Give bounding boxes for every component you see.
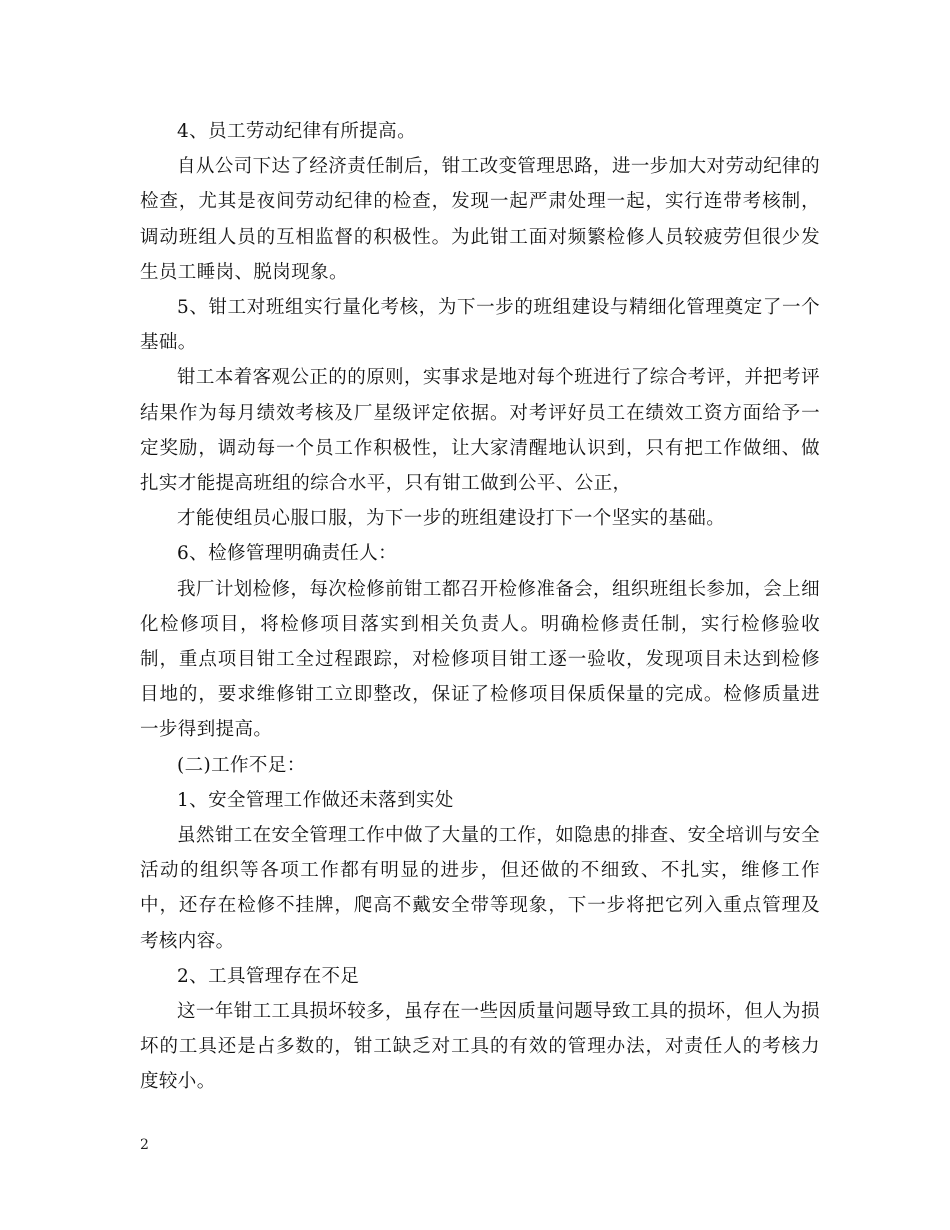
paragraph-1: 4、员工劳动纪律有所提高。: [177, 121, 416, 142]
paragraph-11: 2、工具管理存在不足: [177, 965, 360, 987]
paragraph-3: 5、钳工对班组实行量化考核，为下一步的班组建设与精细化管理奠定了一个基础。: [140, 297, 820, 354]
paragraph-12: 这一年钳工工具损坏较多，虽存在一些因质量问题导致工具的损坏，但人为损坏的工具还是占多数的，钳工缺乏对工具的有效的管理办法，对责任人的考核力度较小。: [140, 1001, 820, 1093]
paragraph-6: 6、检修管理明确责任人：: [177, 543, 398, 565]
page-number: 2: [140, 1137, 149, 1153]
paragraph-9: 1、安全管理工作做还未落到实处: [177, 789, 454, 811]
paragraph-10: 虽然钳工在安全管理工作中做了大量的工作，如隐患的排查、安全培训与安全活动的组织等各项工作都有明显的进步，但还做的不细致、不扎实，维修工作中，还存在检修不挂牌，爬高不戴安全带等现象，下一步将把它列入重点管理及考核内容。: [140, 825, 820, 952]
paragraph-2: 自从公司下达了经济责任制后，钳工改变管理思路，进一步加大对劳动纪律的检查，尤其是夜间劳动纪律的检查，发现一起严肃处理一起，实行连带考核制，调动班组人员的互相监督的积极性。为此钳工面对频繁检修人员较疲劳但很少发生员工睡岗、脱岗现象。: [140, 156, 820, 283]
paragraph-4: 钳工本着客观公正的的原则，实事求是地对每个班进行了综合考评，并把考评结果作为每月绩效考核及厂星级评定依据。对考评好员工在绩效工资方面给予一定奖励，调动每一个员工作积极性，让大家清醒地认识到，只有把工作做细、做扎实才能提高班组的综合水平，只有钳工做到公平、公正，: [140, 367, 820, 495]
paragraph-7: 我厂计划检修，每次检修前钳工都召开检修准备会，组织班组长参加，会上细化检修项目，将检修项目落实到相关负责人。明确检修责任制，实行检修验收制，重点项目钳工全过程跟踪，对检修项目钳工逐一验收，发现项目未达到检修目地的，要求维修钳工立即整改，保证了检修项目保质保量的完成。检修质量进一步得到提高。: [140, 578, 820, 741]
document-body: [140, 114, 820, 1100]
paragraph-8: (二)工作不足：: [177, 754, 306, 776]
paragraph-5: 才能使组员心服口服，为下一步的班组建设打下一个坚实的基础。: [177, 508, 726, 530]
